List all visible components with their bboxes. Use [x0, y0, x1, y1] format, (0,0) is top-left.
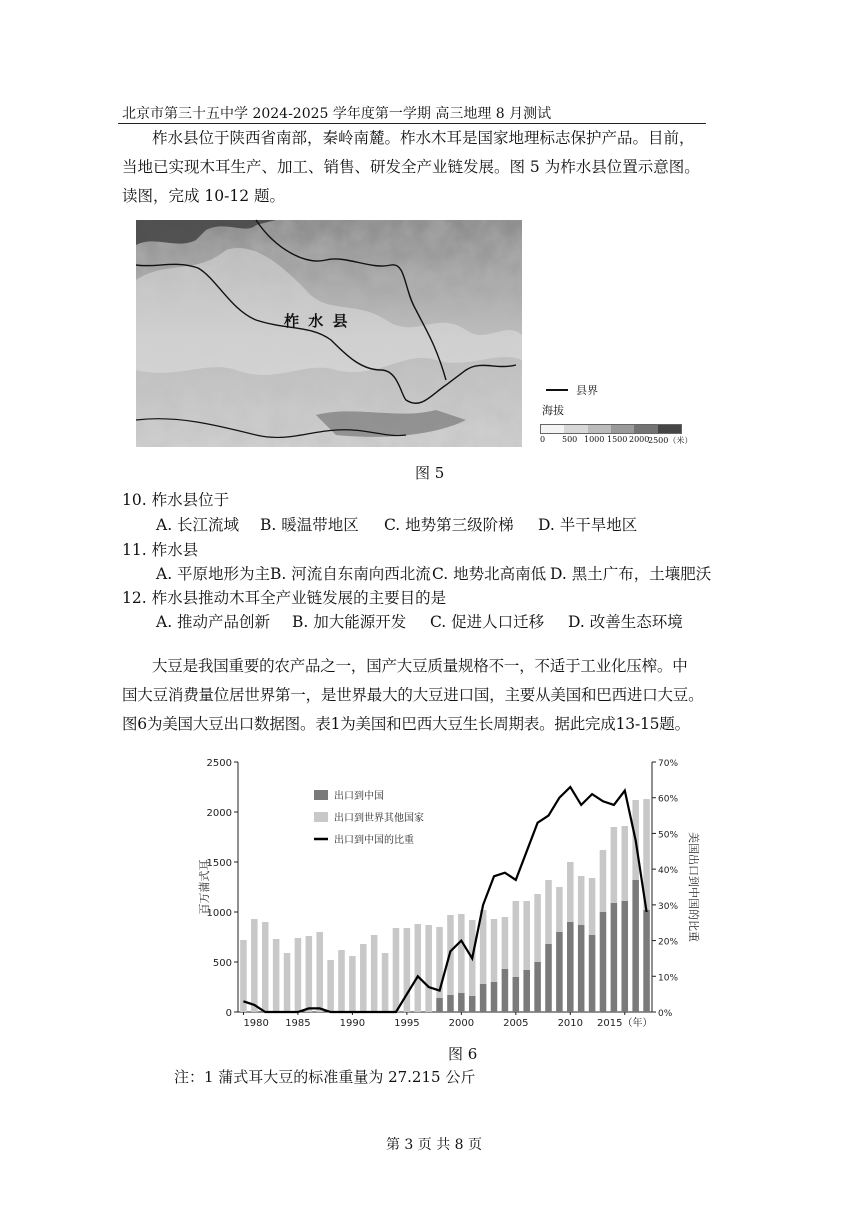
option: A. 长江流域 [156, 516, 240, 534]
passage-2 [122, 652, 712, 739]
bar-china [513, 977, 520, 1012]
passage-2-line: 图6为美国大豆出口数据图。表1为美国和巴西大豆生长周期表。据此完成13-15题。 [122, 715, 690, 733]
bar-other [578, 876, 585, 925]
question-12-options [156, 610, 683, 632]
bar-china [436, 998, 443, 1012]
elevation-swatch [564, 425, 587, 433]
legend-label-other: 出口到世界其他国家 [334, 813, 424, 824]
elevation-tick-label: 1500 [607, 435, 628, 444]
elevation-color-bar [540, 424, 682, 434]
y2-tick-label: 60% [658, 794, 679, 805]
elevation-tick-label: 0 [540, 435, 546, 444]
option: D. 半干旱地区 [538, 516, 638, 534]
question-10-options [156, 513, 637, 535]
bar-other [425, 925, 432, 1012]
bar-china [523, 970, 530, 1012]
page-footer: 第 3 页 共 8 页 [385, 1137, 483, 1153]
option: D. 改善生态环境 [568, 613, 683, 631]
bar-china [534, 962, 541, 1012]
bar-other [371, 935, 378, 1012]
elevation-tick-label: 500 [562, 435, 578, 444]
bar-other [251, 919, 258, 1012]
relief-map [136, 220, 522, 447]
y2-tick-label: 40% [658, 866, 679, 877]
passage-1-line: 读图，完成 10-12 题。 [122, 187, 286, 205]
elevation-tick-label: 2000 [629, 435, 650, 444]
option: B. 加大能源开发 [292, 613, 407, 631]
y2-tick-label: 10% [658, 973, 679, 984]
legend-swatch-other [314, 812, 328, 822]
bar-china [502, 969, 509, 1012]
y-tick-label: 1000 [206, 908, 232, 919]
elevation-tick-label: 2500（米） [648, 436, 693, 445]
elevation-swatch [588, 425, 611, 433]
x-tick-label: 2000 [448, 1018, 475, 1029]
x-tick-label: 1990 [339, 1018, 366, 1029]
question-11-stem: 11. 柞水县 [122, 541, 199, 559]
y2-axis-label: 美国出口到中国的比重 [687, 832, 700, 942]
bar-other [523, 901, 530, 970]
option: A. 推动产品创新 [156, 613, 271, 631]
passage-2-line: 大豆是我国重要的农产品之一，国产大豆质量规格不一，不适于工业化压榨。中 [152, 657, 688, 675]
y2-tick-label: 20% [658, 937, 679, 948]
option: D. 黑土广布，土壤肥沃 [550, 565, 712, 583]
bar-china [589, 935, 596, 1012]
bar-other [611, 827, 618, 903]
option: C. 促进人口迁移 [430, 613, 545, 631]
footnote: 注：1 蒲式耳大豆的标准重量为 27.215 公斤 [174, 1068, 476, 1086]
elevation-swatch [611, 425, 634, 433]
passage-1 [122, 124, 712, 211]
figure-5-caption: 图 5 [415, 464, 445, 482]
option: B. 暖温带地区 [260, 516, 359, 534]
x-tick-label: 2010 [557, 1018, 584, 1029]
question-12-stem: 12. 柞水县推动木耳全产业链发展的主要目的是 [122, 589, 447, 607]
bar-china [578, 925, 585, 1012]
bar-other [556, 887, 563, 932]
bar-other [306, 936, 313, 1012]
map-legend [540, 380, 700, 450]
bar-china [632, 880, 639, 1012]
x-tick-label: 1985 [285, 1018, 311, 1029]
elevation-swatch [541, 425, 564, 433]
bar-other [502, 917, 509, 969]
y-tick-label: 0 [225, 1008, 232, 1019]
boundary-legend-line [546, 389, 568, 391]
bar-china [611, 903, 618, 1012]
bar-other [513, 901, 520, 977]
bar-other [534, 894, 541, 962]
elevation-swatch [658, 425, 681, 433]
y-tick-label: 2500 [206, 758, 232, 769]
figure-6-caption: 图 6 [448, 1045, 478, 1063]
y2-tick-label: 50% [658, 830, 679, 841]
option: A. 平原地形为主 [156, 565, 271, 583]
question-10-stem: 10. 柞水县位于 [122, 491, 230, 509]
bar-china [491, 982, 498, 1012]
bar-other [273, 939, 280, 1012]
y-tick-label: 500 [212, 958, 232, 969]
x-tick-label: 1980 [243, 1018, 269, 1029]
boundary-legend-label: 县界 [576, 384, 598, 397]
elevation-legend-title: 海拔 [542, 404, 564, 417]
bar-other [349, 956, 356, 1012]
legend-label-share: 出口到中国的比重 [334, 835, 414, 846]
bar-other [262, 922, 269, 1012]
elevation-ticks [540, 435, 700, 447]
bar-china [567, 922, 574, 1012]
bar-other [589, 878, 596, 935]
bar-other [360, 944, 367, 1012]
legend-label-china: 出口到中国 [334, 791, 384, 802]
bar-other [567, 862, 574, 922]
y2-tick-label: 30% [658, 901, 679, 912]
y2-tick-label: 70% [658, 759, 679, 769]
bar-china [643, 910, 650, 1012]
bar-other [621, 826, 628, 901]
bar-china [447, 995, 454, 1012]
soybean-export-chart [196, 752, 700, 1042]
passage-2-line: 国大豆消费量位居世界第一，是世界最大的大豆进口国，主要从美国和巴西进口大豆。 [122, 686, 704, 704]
bar-other [338, 950, 345, 1012]
bar-other [295, 938, 302, 1012]
y2-tick-label: 0% [658, 1009, 673, 1019]
bar-other [382, 953, 389, 1012]
bar-china [556, 932, 563, 1012]
elevation-swatch [634, 425, 657, 433]
county-label: 柞 水 县 [284, 312, 350, 330]
bar-china [469, 996, 476, 1012]
bar-china [621, 901, 628, 1012]
bar-other [600, 850, 607, 912]
y-tick-label: 2000 [206, 808, 232, 819]
bar-china [480, 984, 487, 1012]
x-tick-label: 2015（年） [597, 1018, 653, 1029]
legend-swatch-china [314, 790, 328, 800]
bar-china [545, 944, 552, 1012]
bar-other [545, 880, 552, 944]
share-line [243, 787, 646, 1012]
bar-other [458, 914, 465, 993]
y-tick-label: 1500 [206, 858, 232, 869]
bar-other [316, 932, 323, 1012]
bar-other [414, 924, 421, 1012]
bar-other [327, 960, 334, 1012]
bar-other [491, 919, 498, 982]
bar-china [600, 912, 607, 1012]
question-11-options [156, 562, 711, 584]
option: B. 河流自东南向西北流 [270, 565, 431, 583]
relief-map-image [136, 220, 522, 447]
y-axis-label: 百万蒲式耳 [198, 859, 211, 915]
passage-1-line: 柞水县位于陕西省南部，秦岭南麓。柞水木耳是国家地理标志保护产品。目前， [152, 129, 695, 147]
bar-china [458, 993, 465, 1012]
bar-other [393, 928, 400, 1012]
elevation-tick-label: 1000 [584, 435, 605, 444]
x-tick-label: 2005 [503, 1018, 529, 1029]
page-header: 北京市第三十五中学 2024-2025 学年度第一学期 高三地理 8 月测试 [122, 106, 552, 122]
bar-other [284, 953, 291, 1012]
chart-svg [196, 752, 700, 1042]
option: C. 地势第三级阶梯 [384, 516, 514, 534]
passage-1-line: 当地已实现木耳生产、加工、销售、研发全产业链发展。图 5 为柞水县位置示意图。 [122, 158, 700, 176]
option: C. 地势北高南低 [432, 565, 547, 583]
x-tick-label: 1995 [394, 1018, 420, 1029]
